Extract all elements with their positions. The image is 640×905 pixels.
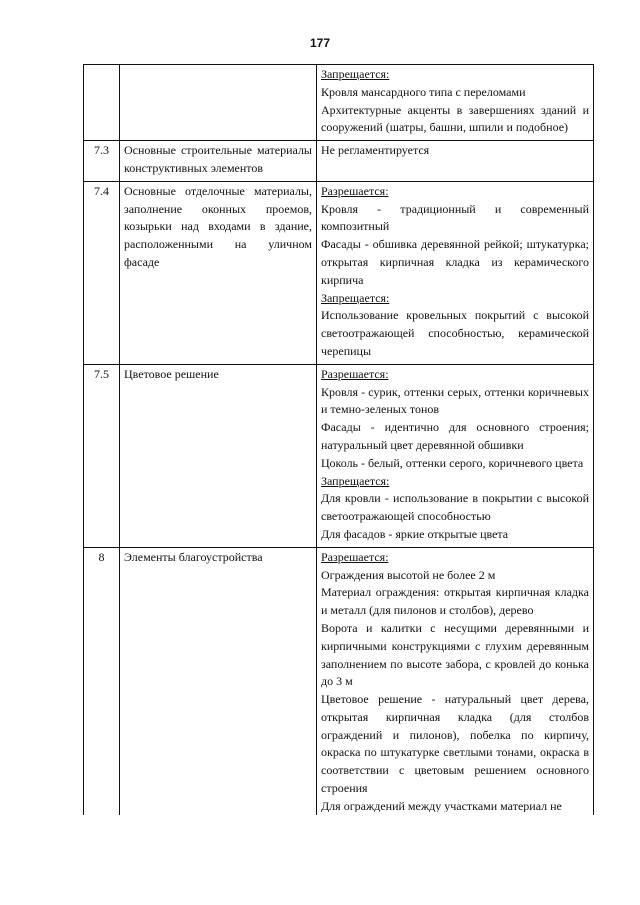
regulation-text: Материал ограждения: открытая кирпичная кладка и металл (для пилонов и столбов), дерево <box>321 585 589 618</box>
regulation-text: Для ограждений между участками материал не <box>321 798 562 812</box>
regulation-text: Кровля мансардного типа с переломами <box>321 84 526 99</box>
parameter-value-cell <box>317 141 594 182</box>
table-row <box>84 141 594 182</box>
parameter-name-cell: Основные строительные материалы конструктивных элементов <box>120 141 317 182</box>
section-heading: Запрещается: <box>321 67 390 81</box>
regulation-text: Ограждения высотой не более 2 м <box>321 567 496 582</box>
parameter-name-cell: Элементы благоустройства <box>120 547 317 815</box>
section-heading: Разрешается: <box>321 366 389 381</box>
regulation-text: Ворота и калитки с несущими деревянными и кирпичными конструкциями с глухим деревянным заполнением по высоте забора, с кровлей до конька до 3 м <box>321 620 589 689</box>
page-number: 177 <box>309 36 331 50</box>
section-heading: Запрещается: <box>321 473 390 488</box>
regulation-text: Цветовое решение - натуральный цвет дерева, открытая кирпичная кладка (для столбов ограждений и пилонов), побелка по кирпичу, окраска по штукатурке светлыми тонами, окраска в соответствии с цветовым решением основного строения <box>321 692 589 796</box>
section-heading: Запрещается: <box>321 290 390 305</box>
regulation-table <box>83 64 594 815</box>
parameter-name-cell: Основные отделочные материалы, заполнение оконных проемов, козырьки над входами в здание, расположенными на уличном фасаде <box>120 181 317 364</box>
regulation-text: Цоколь - белый, оттенки серого, коричневого цвета <box>321 455 584 470</box>
row-number-cell: 7.3 <box>84 141 120 182</box>
section-heading: Разрешается: <box>321 549 389 564</box>
regulation-table-body <box>84 65 594 815</box>
row-number-cell <box>84 65 120 141</box>
parameter-value-cell <box>317 364 594 547</box>
table-row <box>84 181 594 364</box>
regulation-text: Не регламентируется <box>321 143 430 158</box>
table-row <box>84 364 594 547</box>
regulation-text: Кровля - традиционный и современный композитный <box>321 201 589 234</box>
regulation-text: Для фасадов - яркие открытые цвета <box>321 526 509 541</box>
regulation-text: Архитектурные акценты в завершениях зданий и сооружений (шатры, башни, шпили и подобное) <box>321 102 589 135</box>
parameter-name-cell: Цветовое решение <box>120 364 317 547</box>
row-number-cell: 8 <box>84 547 120 815</box>
row-number-cell: 7.4 <box>84 181 120 364</box>
regulation-text: Фасады - обшивка деревянной рейкой; штукатурка; открытая кирпичная кладка из керамического кирпича <box>321 237 589 287</box>
parameter-name-cell <box>120 65 317 141</box>
regulation-text: Использование кровельных покрытий с высокой светоотражающей способностью, керамической черепицы <box>321 308 589 358</box>
parameter-value-cell <box>317 547 594 815</box>
regulation-text: Для кровли - использование в покрытии с высокой светоотражающей способностью <box>321 491 589 524</box>
table-row <box>84 65 594 141</box>
regulation-text: Кровля - сурик, оттенки серых, оттенки коричневых и темно-зеленых тонов <box>321 384 589 417</box>
section-heading: Разрешается: <box>321 183 389 198</box>
table-row <box>84 547 594 815</box>
parameter-value-cell <box>317 65 594 141</box>
parameter-value-cell <box>317 181 594 364</box>
regulation-text: Фасады - идентично для основного строения; натуральный цвет деревянной обшивки <box>321 420 589 452</box>
row-number-cell: 7.5 <box>84 364 120 547</box>
